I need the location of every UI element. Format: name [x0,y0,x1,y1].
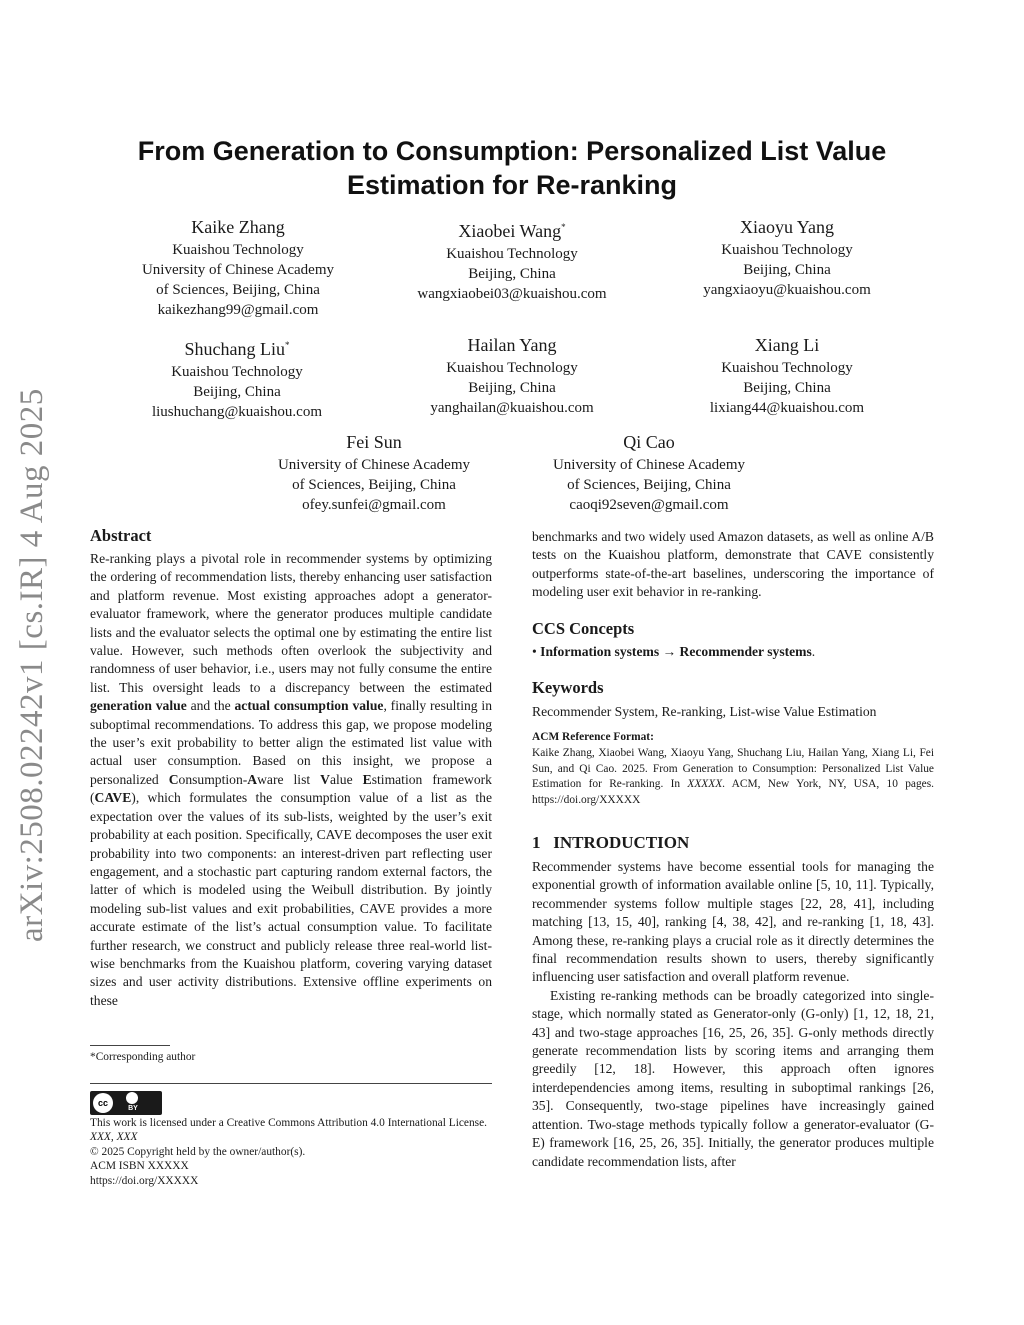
author-affiliation: University of Chinese Academy [552,457,746,473]
license-rule [90,1083,492,1084]
author-affiliation: University of Chinese Academy [141,262,335,278]
author-block-7 [224,431,524,515]
author-affiliation: Beijing, China [468,266,556,282]
paper-title [100,134,924,202]
author-affiliation: Kuaishou Technology [446,246,578,262]
reference-venue: XXXXX [687,778,723,791]
author-email[interactable]: wangxiaobei03@kuaishou.com [417,286,607,302]
section-number: 1 [532,833,541,852]
license-venue: XXX, XXX [90,1131,138,1144]
footnote-rule [90,1045,170,1046]
emphasis-generation-value: generation value [90,698,187,714]
author-affiliation: Beijing, China [193,384,281,400]
author-block-2 [362,216,662,304]
cc-icon: cc [93,1093,113,1113]
author-affiliation: Beijing, China [743,262,831,278]
author-email[interactable]: lixiang44@kuaishou.com [709,400,865,416]
license-text [90,1116,500,1188]
introduction-heading [532,833,689,853]
emphasis-actual-consumption-value: actual consumption value [234,698,384,714]
author-email[interactable]: yangxiaoyu@kuaishou.com [703,282,871,298]
intro-paragraph-1: Recommender systems have become essential tools for managing the exponential growth of information available online [5, 10, 11]. Typically, recommender systems follow multiple stages [22, 28, 41], including matching [13, 15, 40], ranking [4, 38, 42], and re-ranking [1, 18, 43]. Among these, re-ranking plays a crucial role as it directly determines the final recommendation results shown to users, thereby significantly influencing user satisfaction and overall platform revenue. [532,859,934,985]
emphasis-cave: CAVE [94,790,132,806]
author-email[interactable]: caoqi92seven@gmail.com [569,497,729,513]
title-line-2: Estimation for Re-ranking [346,170,678,200]
author-affiliation: University of Chinese Academy [277,457,471,473]
ccs-concepts-entry: • Information systems → Recommender systems. [532,644,816,659]
author-name: Xiang Li [754,335,820,355]
attribution-person-icon [126,1092,138,1104]
license-statement: This work is licensed under a Creative Commons Attribution 4.0 International License. [90,1117,488,1129]
author-affiliation: of Sciences, Beijing, China [292,477,456,493]
isbn-line: ACM ISBN XXXXX [90,1160,189,1173]
author-name: Shuchang Liu* [184,339,290,359]
footnote-corresponding-author: *Corresponding author [90,1051,196,1063]
keywords-list: Recommender System, Re-ranking, List-wise Value Estimation [532,704,877,719]
author-block-4 [87,334,387,422]
copyright-line: © 2025 Copyright held by the owner/author(s). [90,1145,306,1158]
arrow-icon: → [662,644,677,659]
arxiv-identifier-stamp: arXiv:2508.02242v1 [cs.IR] 4 Aug 2025 [14,388,50,942]
author-affiliation: Kuaishou Technology [172,242,304,258]
author-affiliation: Kuaishou Technology [446,360,578,376]
author-name: Fei Sun [346,432,402,452]
author-affiliation: Kuaishou Technology [721,360,853,376]
author-affiliation: Beijing, China [743,380,831,396]
author-email[interactable]: yanghailan@kuaishou.com [430,400,594,416]
author-name: Xiaobei Wang* [458,221,566,241]
author-affiliation: of Sciences, Beijing, China [567,477,731,493]
author-block-6 [637,334,937,418]
author-name: Xiaoyu Yang [739,217,834,237]
author-affiliation: of Sciences, Beijing, China [156,282,320,298]
author-block-3 [637,216,937,300]
corresponding-marker: * [561,222,566,232]
author-email[interactable]: ofey.sunfei@gmail.com [302,497,446,513]
section-title: INTRODUCTION [553,833,690,852]
author-email[interactable]: kaikezhang99@gmail.com [157,302,319,318]
author-affiliation: Beijing, China [468,380,556,396]
by-label: BY [128,1105,138,1112]
title-line-1: From Generation to Consumption: Personalized List Value [137,136,887,166]
author-email[interactable]: liushuchang@kuaishou.com [151,404,323,420]
abstract-heading: Abstract [90,526,152,545]
abstract-continued: benchmarks and two widely used Amazon datasets, as well as online A/B tests on the Kuaishou platform, demonstrate that CAVE consistently outperforms state-of-the-art baselines, underscoring the importance of modeling user exit behavior in re-ranking. [532,529,934,600]
author-name: Kaike Zhang [191,217,285,237]
author-block-5 [362,334,662,418]
author-affiliation: Kuaishou Technology [171,364,303,380]
author-affiliation: Kuaishou Technology [721,242,853,258]
corresponding-marker: * [285,340,290,350]
author-name: Hailan Yang [467,335,557,355]
author-block-1 [88,216,388,320]
ccs-concepts-heading: CCS Concepts [532,619,635,638]
keywords-heading: Keywords [532,678,604,697]
acm-reference-text: Kaike Zhang, Xiaobei Wang, Xiaoyu Yang, Shuchang Liu, Hailan Yang, Xiang Li, Fei Sun, and Qi Cao. 2025. From Generation to Consumption: Personalized List Value Estimation for Re-ranking. In XXXXX. ACM, New York, NY, USA, 10 pages. https://doi.org/XXXXX [532,747,934,806]
acm-reference-heading: ACM Reference Format: [532,731,654,743]
intro-paragraph-2: Existing re-ranking methods can be broadly categorized into single-stage, which normally stated as Generator-only (G-only) [1, 12, 18, 21, 43] and two-stage approaches [16, 25, 26, 35]. G-only methods directly generate recommendation lists by scoring items and arranging them greedily [12, 18]. However, this approach often ignores interdependencies among items, resulting in suboptimal rankings [26, 35]. Consequently, two-stage pipelines have increasingly gained attention. Two-stage methods typically follow a generator-evaluator (G-E) framework [16, 25, 26, 35]. Initially, the generator produces multiple candidate recommendation lists, after [532,987,934,1169]
author-name: Qi Cao [623,432,675,452]
introduction-body [532,858,934,1171]
cc-by-license-badge[interactable] [90,1091,162,1115]
doi-link[interactable]: https://doi.org/XXXXX [90,1174,199,1187]
author-block-8 [499,431,799,515]
ccs-subconcept: Recommender systems [679,644,812,659]
ccs-concept: Information systems [540,644,660,659]
abstract-body: Re-ranking plays a pivotal role in recommender systems by optimizing the ordering of recommendation lists, thereby enhancing user satisfaction and platform revenue. Most existing approaches adopt a generator-evaluator framework, where the generator produces multiple candidate lists and the evaluator selects the optimal one by estimating the entire list value. However, such methods often overlook the subjectivity and randomness of user behavior, i.e., users may not fully consume the entire list. This oversight leads to a discrepancy between the estimated generation value and the actual consumption value, finally resulting in suboptimal recommendations. To address this gap, we propose modeling the user’s exit probability to better align the estimated list value with actual user consumption. Based on this insight, we propose a personalized Consumption-Aware list Value Estimation framework (CAVE), which formulates the consumption value of a list as the expectation over the values of its sub-lists, weighted by the user’s exit probability at each position. Specifically, CAVE decomposes the user exit probability into two components: an interest-driven part reflecting user engagement, and a stochastic part capturing random external factors, the latter of which is modeled using the Weibull distribution. By jointly modeling sub-list values and exit probabilities, CAVE provides a more accurate estimate of the list’s actual consumption value. To facilitate further research, we construct and publicly release three real-world list-wise benchmarks from the Kuaishou platform, covering varying dataset sizes and user activity distributions. Extensive offline experiments on these [90,551,492,1008]
